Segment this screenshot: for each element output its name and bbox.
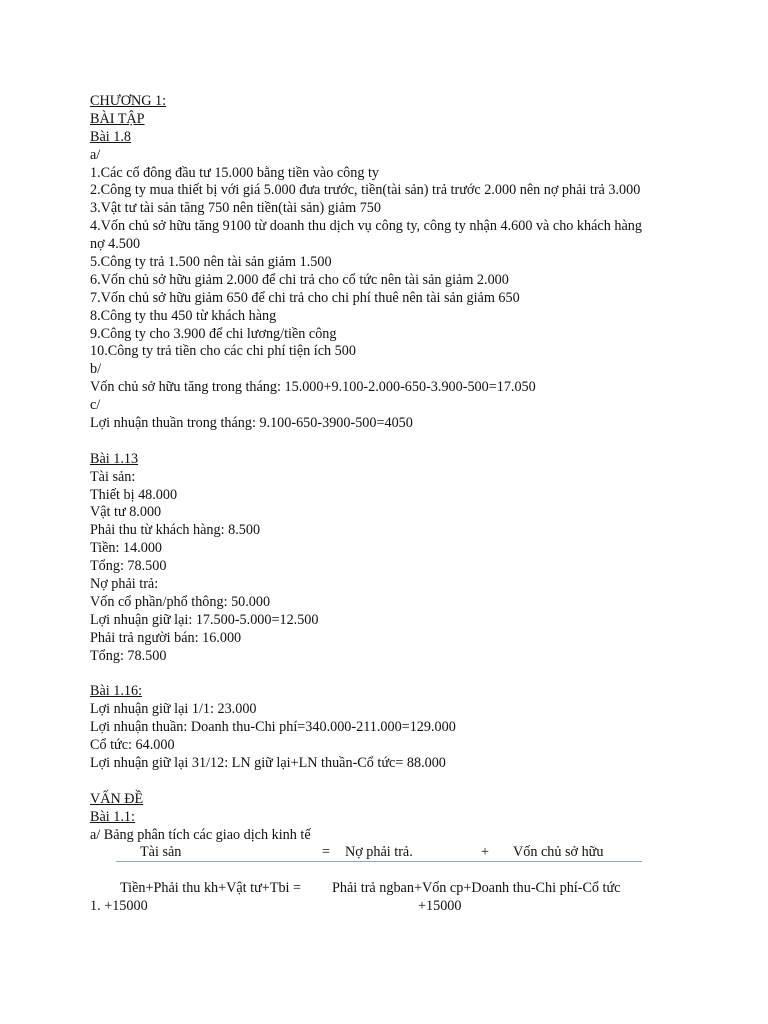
assets-formula: Tiền+Phải thu kh+Vật tư+Tbi =	[120, 880, 302, 897]
part-b-label: b/	[90, 361, 102, 378]
transaction-line: 8.Công ty thu 450 từ khách hàng	[90, 307, 277, 324]
spacer	[90, 862, 690, 880]
exercise-1-16-title: Bài 1.16:	[90, 683, 143, 700]
header-divider	[116, 861, 642, 862]
retained-earnings-line: Lợi nhuận thuần: Doanh thu-Chi phí=340.000-211.000=129.000	[90, 719, 456, 736]
liabilities-equity-formula: Phải trả ngban+Vốn cp+Doanh thu-Chi phí-Cổ tức	[332, 880, 621, 897]
part-c-label: c/	[90, 397, 101, 414]
spacer	[90, 773, 690, 791]
problem-1-1-title: Bài 1.1:	[90, 808, 135, 825]
balance-line: Tiền: 14.000	[90, 540, 163, 557]
transaction-line: 3.Vật tư tài sản tăng 750 nên tiền(tài sản) giảm 750	[90, 200, 381, 217]
part-a-label: a/	[90, 146, 101, 163]
transaction-line: 2.Công ty mua thiết bị với giá 5.000 đưa trước, tiền(tài sản) trả trước 2.000 nên nợ phải trả 3.000	[90, 182, 641, 199]
retained-earnings-line: Lợi nhuận giữ lại 1/1: 23.000	[90, 701, 257, 718]
balance-line: Tổng: 78.500	[90, 647, 167, 664]
equity-header: Vốn chủ sở hữu	[513, 844, 604, 861]
exercises-heading: BÀI TẬP	[90, 110, 145, 127]
chapter-heading: CHƯƠNG 1:	[90, 93, 167, 109]
equation-formula-row	[90, 880, 690, 898]
equity-summary: Vốn chủ sở hữu tăng trong tháng: 15.000+9.100-2.000-650-3.900-500=17.050	[90, 379, 536, 396]
row-1-assets: 1. +15000	[90, 898, 148, 915]
analysis-table-caption: a/ Bảng phân tích các giao dịch kinh tế	[90, 826, 311, 843]
retained-earnings-line: Lợi nhuận giữ lại 31/12: LN giữ lại+LN thuần-Cổ tức= 88.000	[90, 754, 446, 771]
exercise-1-8-title: Bài 1.8	[90, 128, 131, 145]
row-1-equity: +15000	[418, 898, 462, 915]
spacer	[90, 666, 690, 684]
transaction-row-1	[90, 898, 690, 916]
problems-heading: VẤN ĐỀ	[90, 790, 144, 807]
balance-line: Thiết bị 48.000	[90, 486, 178, 503]
balance-line: Phải thu từ khách hàng: 8.500	[90, 522, 261, 539]
equals-sign: =	[322, 844, 331, 861]
plus-sign: +	[481, 844, 490, 861]
transaction-line: nợ 4.500	[90, 236, 141, 253]
balance-line: Nợ phải trả:	[90, 576, 159, 593]
document-page	[90, 93, 690, 916]
transaction-line: 5.Công ty trả 1.500 nên tài sản giảm 1.500	[90, 254, 332, 271]
spacer	[90, 433, 690, 451]
exercise-1-13-title: Bài 1.13	[90, 450, 139, 467]
retained-earnings-line: Cổ tức: 64.000	[90, 737, 175, 754]
assets-header: Tài sản	[140, 844, 182, 861]
liabilities-header: Nợ phải trả.	[345, 844, 413, 861]
balance-line: Vốn cổ phần/phổ thông: 50.000	[90, 593, 271, 610]
transaction-line: 9.Công ty cho 3.900 để chi lương/tiền công	[90, 325, 337, 342]
net-income-summary: Lợi nhuận thuần trong tháng: 9.100-650-3900-500=4050	[90, 415, 413, 432]
transaction-line: 10.Công ty trả tiền cho các chi phí tiện ích 500	[90, 343, 356, 360]
balance-line: Lợi nhuận giữ lại: 17.500-5.000=12.500	[90, 611, 319, 628]
transaction-line: 7.Vốn chủ sở hữu giảm 650 để chi trả cho chi phí thuê nên tài sản giảm 650	[90, 289, 520, 306]
balance-line: Tài sản:	[90, 468, 136, 485]
equation-header-row	[90, 844, 690, 862]
balance-line: Tổng: 78.500	[90, 558, 167, 575]
transaction-line: 4.Vốn chủ sở hữu tăng 9100 từ doanh thu dịch vụ công ty, công ty nhận 4.600 và cho khách hàng	[90, 218, 642, 235]
balance-line: Vật tư 8.000	[90, 504, 162, 521]
transaction-line: 6.Vốn chủ sở hữu giảm 2.000 để chi trả cho cổ tức nên tài sản giảm 2.000	[90, 271, 509, 288]
balance-line: Phải trả người bán: 16.000	[90, 629, 242, 646]
transaction-line: 1.Các cổ đông đầu tư 15.000 bằng tiền vào công ty	[90, 164, 380, 181]
